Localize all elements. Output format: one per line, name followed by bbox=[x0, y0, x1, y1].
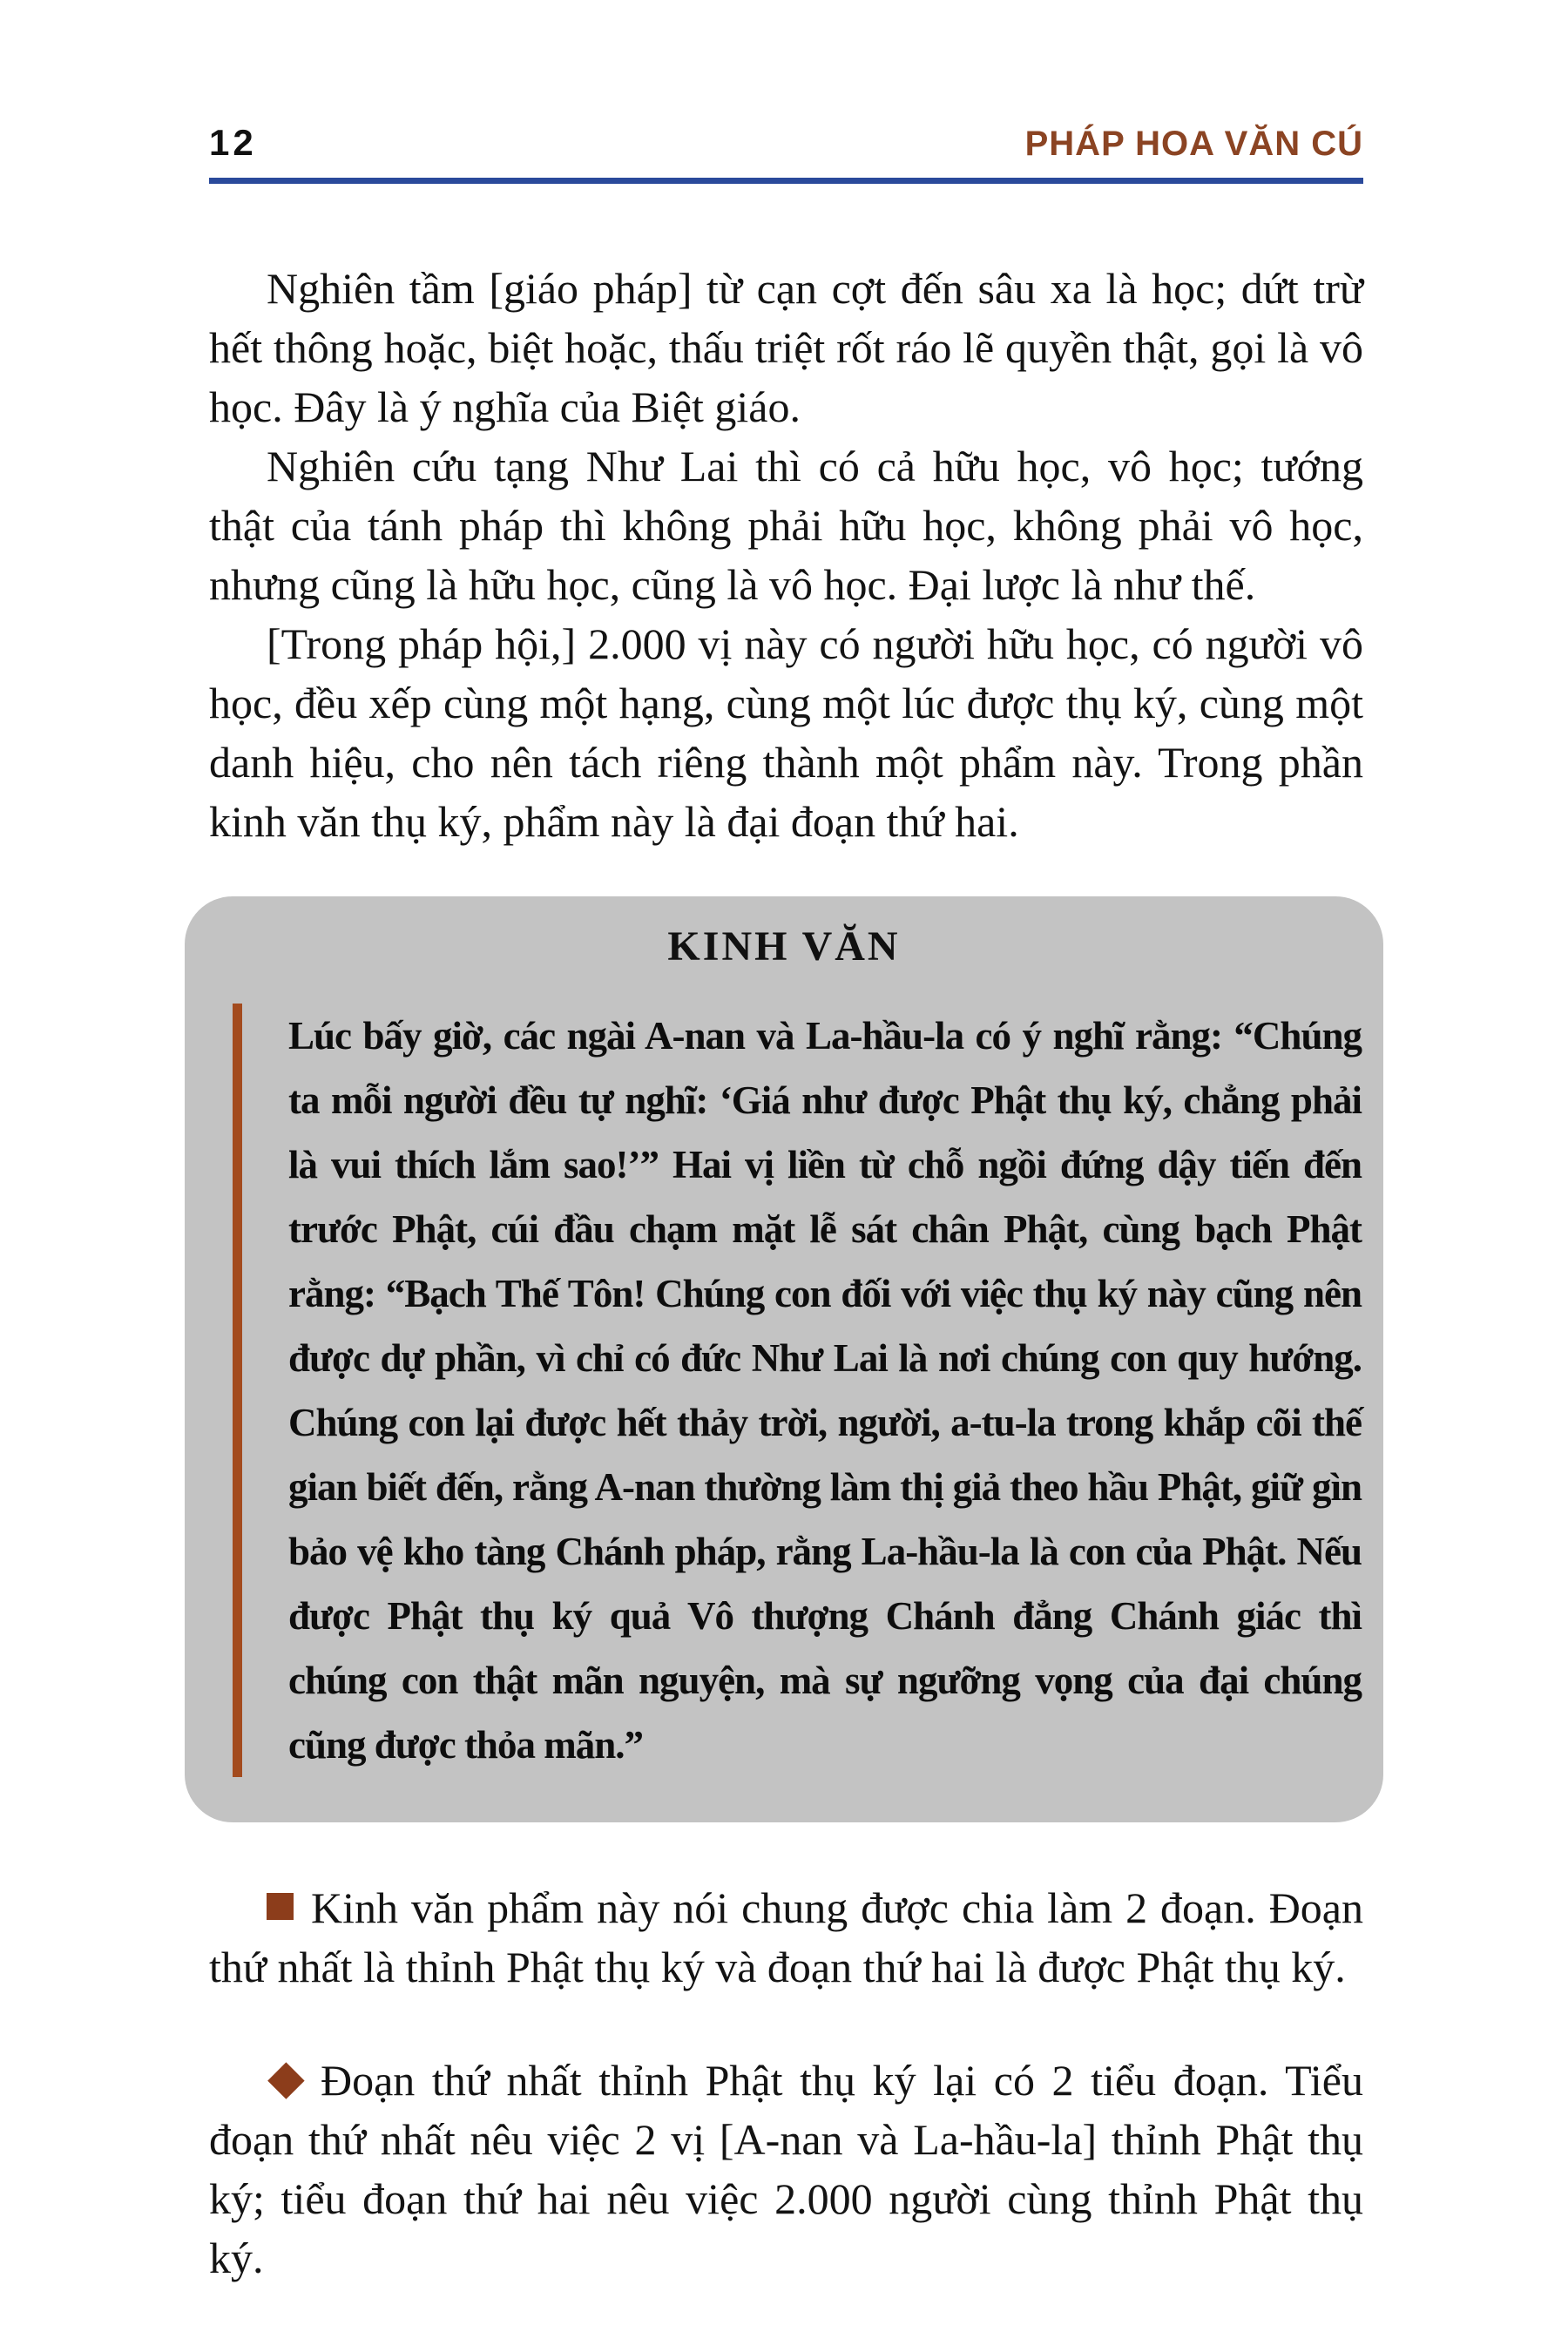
paragraph: Nghiên cứu tạng Như Lai thì có cả hữu học, vô học; tướng thật của tánh pháp thì không phải hữu học, không phải vô học, nhưng cũng là hữu học, cũng là vô học. Đại lược là như thế. bbox=[209, 442, 1363, 609]
kinh-van-box bbox=[185, 896, 1383, 1822]
body-text bbox=[209, 259, 1363, 851]
commentary-text: Kinh văn phẩm này nói chung được chia làm 2 đoạn. Đoạn thứ nhất là thỉnh Phật thụ ký và đoạn thứ hai là được Phật thụ ký. bbox=[209, 1883, 1363, 1991]
commentary-paragraph bbox=[209, 2051, 1363, 2288]
kinh-van-quote-text: Lúc bấy giờ, các ngài A-nan và La-hầu-la có ý nghĩ rằng: “Chúng ta mỗi người đều tự nghĩ: ‘Giá như được Phật thụ ký, chẳng phải là vui thích lắm sao!’” Hai vị liền từ chỗ ngồi đứng dậy tiến đến trước Phật, cúi đầu chạm mặt lễ sát chân Phật, cùng bạch Phật rằng: “Bạch Thế Tôn! Chúng con đối với việc thụ ký này cũng nên được dự phần, vì chỉ có đức Như Lai là nơi chúng con quy hướng. Chúng con lại được hết thảy trời, người, a-tu-la trong khắp cõi thế gian biết đến, rằng A-nan thường làm thị giả theo hầu Phật, giữ gìn bảo vệ kho tàng Chánh pháp, rằng La-hầu-la là con của Phật. Nếu được Phật thụ ký quả Vô thượng Chánh đẳng Chánh giác thì chúng con thật mãn nguyện, mà sự ngưỡng vọng của đại chúng cũng được thỏa mãn.” bbox=[288, 1014, 1362, 1767]
commentary-text: Đoạn thứ nhất thỉnh Phật thụ ký lại có 2 tiểu đoạn. Tiểu đoạn thứ nhất nêu việc 2 vị [A-nan và La-hầu-la] thỉnh Phật thụ ký; tiểu đoạn thứ hai nêu việc 2.000 người cùng thỉnh Phật thụ ký. bbox=[209, 2056, 1363, 2282]
header-rule bbox=[209, 178, 1363, 184]
square-bullet-icon bbox=[267, 1893, 294, 1920]
commentary-paragraph bbox=[209, 1878, 1363, 1997]
page-number: 12 bbox=[209, 122, 257, 163]
kinh-van-title: KINH VĂN bbox=[667, 923, 901, 970]
paragraph: [Trong pháp hội,] 2.000 vị này có người hữu học, có người vô học, đều xếp cùng một hạng, cùng một lúc được thụ ký, cùng một danh hiệu, cho nên tách riêng thành một phẩm này. Trong phần kinh văn thụ ký, phẩm này là đại đoạn thứ hai. bbox=[209, 619, 1363, 846]
running-title: PHÁP HOA VĂN CÚ bbox=[1024, 125, 1363, 163]
diamond-bullet-icon bbox=[267, 2062, 304, 2099]
commentary bbox=[209, 1878, 1363, 2288]
running-header bbox=[209, 122, 1363, 164]
book-page bbox=[209, 122, 1363, 2288]
paragraph: Nghiên tầm [giáo pháp] từ cạn cợt đến sâu xa là học; dứt trừ hết thông hoặc, biệt hoặc, thấu triệt rốt ráo lẽ quyền thật, gọi là vô học. Đây là ý nghĩa của Biệt giáo. bbox=[209, 264, 1363, 431]
kinh-van-quote-block bbox=[233, 1004, 1362, 1777]
